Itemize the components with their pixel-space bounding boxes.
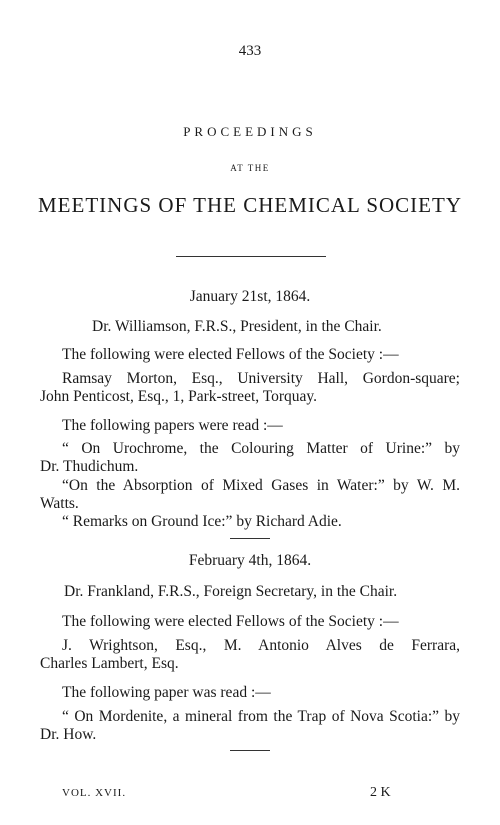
- meeting1-chair: Dr. Williamson, F.R.S., President, in the Chair.: [92, 318, 382, 335]
- meeting1-fellows-line1: Ramsay Morton, Esq., University Hall, Gordon-square;: [62, 370, 460, 387]
- meeting1-fellows-intro: The following were elected Fellows of the Society :—: [62, 346, 399, 363]
- meeting2-paper1-line2: Dr. How.: [40, 726, 97, 743]
- title-divider: [176, 256, 326, 257]
- meeting2-date: February 4th, 1864.: [188, 552, 312, 569]
- page-number: 433: [238, 43, 262, 59]
- meeting1-paper3-line1: “ Remarks on Ground Ice:” by Richard Adie.: [62, 513, 342, 530]
- section-divider: [230, 538, 270, 539]
- meeting1-papers-intro: The following papers were read :—: [62, 417, 283, 434]
- page-title: MEETINGS OF THE CHEMICAL SOCIETY: [38, 193, 462, 217]
- at-the-heading: AT THE: [230, 163, 270, 173]
- meeting1-paper2-line2: Watts.: [40, 495, 79, 512]
- meeting1-paper1-line1: “ On Urochrome, the Colouring Matter of Urine:” by: [62, 440, 460, 457]
- meeting1-fellows-line2: John Penticost, Esq., 1, Park-street, Torquay.: [40, 388, 318, 405]
- meeting1-date: January 21st, 1864.: [189, 288, 311, 305]
- meeting2-fellows-line2: Charles Lambert, Esq.: [40, 655, 179, 672]
- meeting2-paper-intro: The following paper was read :—: [62, 684, 271, 701]
- meeting2-fellows-intro: The following were elected Fellows of the Society :—: [62, 613, 399, 630]
- meeting1-paper1-line2: Dr. Thudichum.: [40, 458, 139, 475]
- proceedings-heading: PROCEEDINGS: [183, 124, 317, 139]
- meeting1-paper2-line1: “On the Absorption of Mixed Gases in Water:” by W. M.: [62, 477, 460, 494]
- meeting2-chair: Dr. Frankland, F.R.S., Foreign Secretary, in the Chair.: [64, 583, 398, 600]
- end-divider: [230, 750, 270, 751]
- meeting2-fellows-line1: J. Wrightson, Esq., M. Antonio Alves de Ferrara,: [62, 637, 460, 654]
- volume-label: VOL. XVII.: [62, 787, 127, 799]
- signature-mark: 2 K: [370, 785, 391, 800]
- meeting2-paper1-line1: “ On Mordenite, a mineral from the Trap of Nova Scotia:” by: [62, 708, 460, 725]
